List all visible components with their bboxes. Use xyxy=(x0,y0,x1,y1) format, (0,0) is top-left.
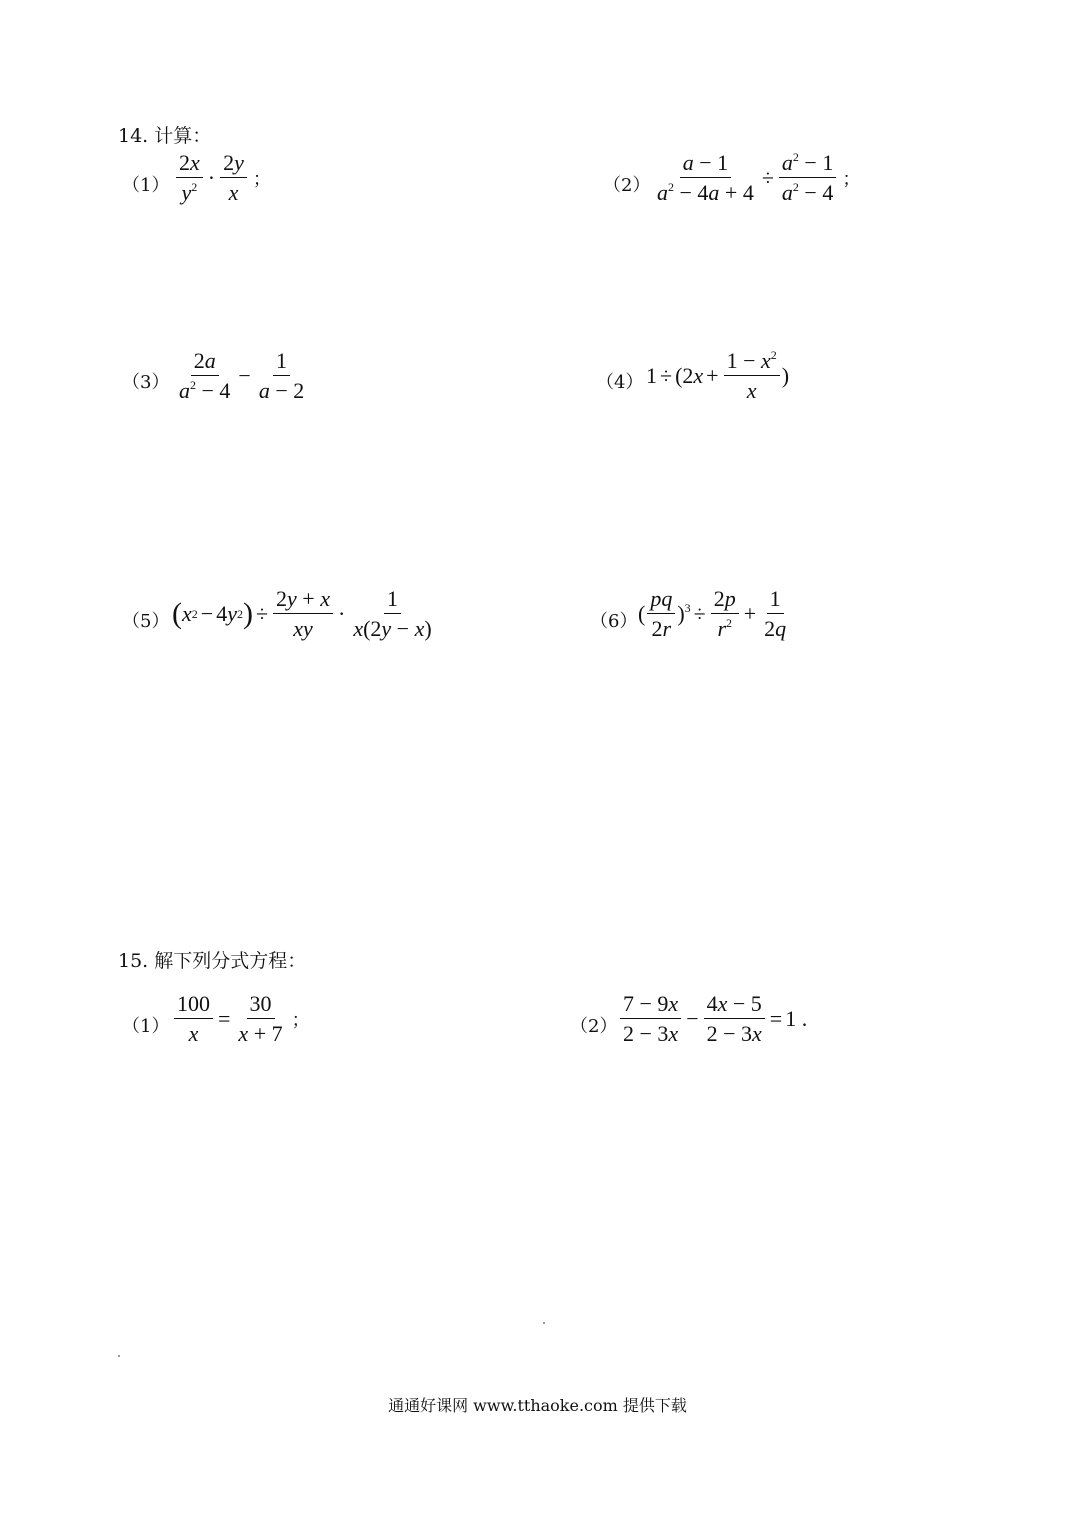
problem-label: （6） xyxy=(590,611,638,632)
problem-label: （3） xyxy=(122,372,170,393)
print-speck xyxy=(118,1355,120,1357)
equation-15-1: $\frac{100}{x}$ = $\frac{30}{x + 7}$ ； xyxy=(172,991,310,1047)
footer-text: 通通好课网 www.tthaoke.com 提供下载 xyxy=(388,1396,687,1415)
problem-label: （4） xyxy=(596,372,644,393)
expression-14-5: ( x 2 − 4 y 2 ) ÷ $\frac{2y + x}{xy}$ · $\frac{1}{x(2y - x)}$ xyxy=(172,586,432,642)
problem-label: （5） xyxy=(122,611,170,632)
expression-14-3: $\frac{2a}{a^2 - 4}$ − $\frac{1}{a - 2}$ xyxy=(179,348,305,404)
question-14-title: 14. 计算： xyxy=(118,125,212,147)
problem-label: （2） xyxy=(603,175,651,196)
expression-14-2: $\frac{a - 1}{a^2 - 4a + 4}$ ÷ $\frac{a^2 - 1}{a^2 - 4}$ ； xyxy=(657,150,861,206)
problem-label: （1） xyxy=(122,175,170,196)
expression-14-1: $\frac{2x}{y^2}$ · $\frac{2y}{x}$ ； xyxy=(174,150,271,206)
expression-14-4: 1 ÷ (2x + $\frac{1 - x^2}{x}$ ) xyxy=(646,348,790,404)
problem-label: （1） xyxy=(122,1016,170,1037)
equation-15-2: $\frac{7 - 9x}{2 - 3x}$ − $\frac{4x - 5}{2 - 3x}$ = 1 . xyxy=(618,991,807,1047)
question-15-title: 15. 解下列分式方程： xyxy=(118,950,307,972)
problem-label: （2） xyxy=(570,1016,618,1037)
print-speck xyxy=(543,1322,545,1324)
expression-14-6: ( $\frac{pq}{2r}$ )$^3$ ÷ $\frac{2p}{r^2}$ + $\frac{1}{2q}$ xyxy=(638,586,787,642)
